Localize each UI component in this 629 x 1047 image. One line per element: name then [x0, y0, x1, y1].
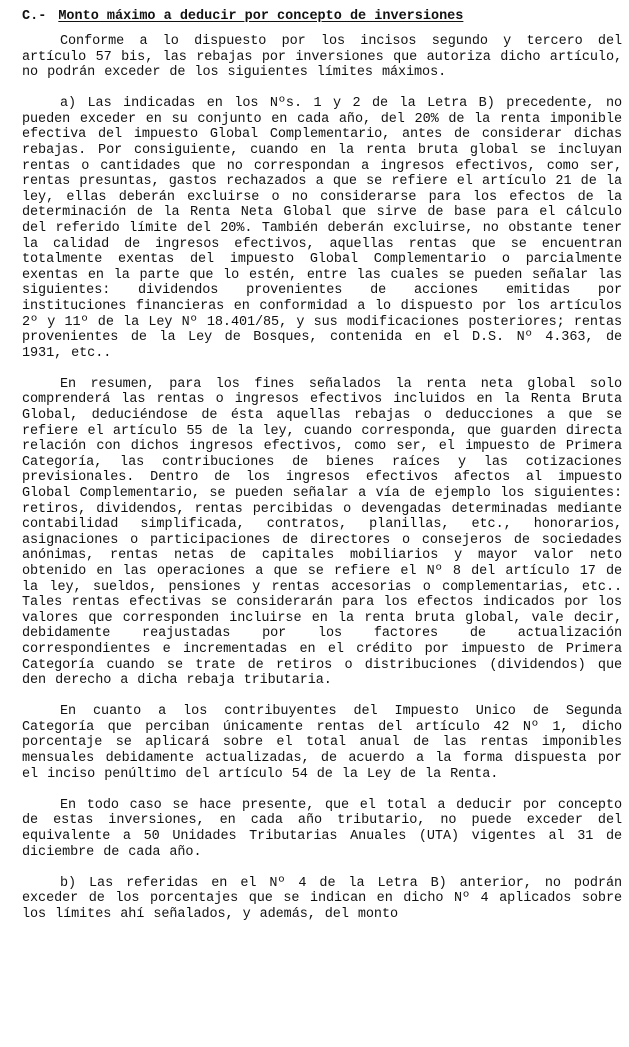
paragraph-item-a: a) Las indicadas en los Nºs. 1 y 2 de la Letra B) precedente, no pueden exceder en su conjunto en cada año, del 20% de la renta imponible efectiva del impuesto Global Complementario, antes de considerar dichas rebajas. Por consiguiente, cuando en la renta bruta global se incluyan rentas o cantidades que no correspondan a ingresos efectivos, como ser, rentas presuntas, gastos rechazados a que se refiere el artículo 21 de la ley, ellas deberán excluirse o no considerarse para los efectos de la determinación de la Renta Neta Global que sirve de base para el cálculo del referido límite del 20%. También deberán excluirse, no obstante tener la calidad de ingresos efectivos, aquellas rentas que se encuentran totalmente exentas del impuesto Global Complementario o parcialmente exentas en la parte que lo estén, entre las cuales se pueden señalar las siguientes: dividendos provenientes de acciones emitidas por instituciones financieras en conformidad a lo dispuesto por los artículos 2º y 11º de la Ley Nº 18.401/85, y sus modificaciones posteriores; rentas provenientes de la Ley de Bosques, contenida en el D.S. Nº 4.363, de 1931, etc..: [22, 96, 622, 361]
section-prefix: C.-: [22, 9, 47, 24]
section-heading: [22, 8, 622, 26]
paragraph-intro: Conforme a lo dispuesto por los incisos segundo y tercero del artículo 57 bis, las rebajas por inversiones que autoriza dicho artículo, no podrán exceder de los siguientes límites máximos.: [22, 34, 622, 81]
document-page: [22, 8, 622, 938]
paragraph-item-b: b) Las referidas en el Nº 4 de la Letra B) anterior, no podrán exceder de los porcentajes que se indican en dicho Nº 4 aplicados sobre los límites ahí señalados, y además, del monto: [22, 875, 622, 922]
section-title: Monto máximo a deducir por concepto de inversiones: [58, 9, 464, 24]
paragraph-summary: En resumen, para los fines señalados la renta neta global solo comprenderá las rentas o ingresos efectivos incluidos en la Renta Bruta Global, deduciéndose de ésta aquellas rebajas o deducciones a que se refiere el artículo 55 de la ley, cuando corresponda, que guarden directa relación con dichos ingresos efectivos, como ser, el impuesto de Primera Categoría, las contribuciones de bienes raíces y las cotizaciones previsionales. Dentro de los ingresos efectivos afectos al impuesto Global Complementario, se pueden señalar a vía de ejemplo los siguientes: retiros, dividendos, rentas percibidas o devengadas determinadas mediante contabilidad simplificada, contratos, planillas, etc., honorarios, asignaciones o participaciones de directores o consejeros de sociedades anónimas, rentas netas de capitales mobiliarios y mayor valor neto obtenido en las operaciones a que se refiere el Nº 8 del artículo 17 de la ley, sueldos, pensiones y rentas accesorias o complementarias, etc.. Tales rentas efectivas se considerarán para los efectos indicados por los valores que corresponden incluirse en la renta bruta global, vale decir, debidamente reajustadas por los factores de actualización correspondientes e incrementadas en el crédito por impuesto de Primera Categoría cuando se trate de retiros o distribuciones (dividendos) que den derecho a dicha rebaja tributaria.: [22, 376, 622, 689]
paragraph-second-category: En cuanto a los contribuyentes del Impuesto Unico de Segunda Categoría que perciban únicamente rentas del artículo 42 Nº 1, dicho porcentaje se aplicará sobre el total anual de las rentas imponibles mensuales debidamente actualizadas, de acuerdo a la forma dispuesta por el inciso penúltimo del artículo 54 de la Ley de la Renta.: [22, 704, 622, 782]
paragraph-uta-limit: En todo caso se hace presente, que el total a deducir por concepto de estas inversiones, en cada año tributario, no puede exceder del equivalente a 50 Unidades Tributarias Anuales (UTA) vigentes al 31 de diciembre de cada año.: [22, 797, 622, 860]
